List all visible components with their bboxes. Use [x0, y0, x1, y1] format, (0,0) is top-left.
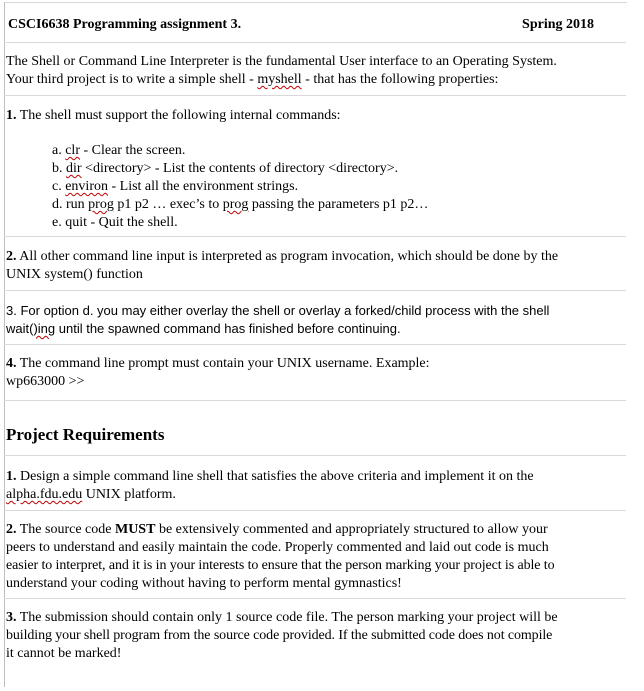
shell-name: myshell [257, 72, 302, 87]
paragraph-4: 4. The command line prompt must contain your UNIX username. Example: wp663000 >> [6, 355, 616, 391]
divider [4, 510, 626, 511]
divider [4, 95, 626, 96]
section-title: Project Requirements [6, 425, 165, 444]
paragraph-2: 2. All other command line input is interpreted as program invocation, which should be done by the UNIX system() function [6, 249, 559, 282]
paragraph-3: 3. For option d. you may either overlay the shell or overlay a forked/child process with the shell wait()ing until the spawned command has finished before continuing. [6, 303, 550, 336]
item-number: 2. [6, 249, 17, 264]
divider [4, 344, 626, 345]
prompt-example: wp663000 >> [6, 374, 85, 389]
command-item-d: d. run prog p1 p2 … exec’s to prog passing the parameters p1 p2… [52, 197, 429, 212]
requirement-1: 1. Design a simple command line shell that satisfies the above criteria and implement it on the alpha.fdu.edu UNIX platform. [6, 469, 534, 502]
command-item-b: b. dir <directory> - List the contents of directory <directory>. [52, 161, 399, 176]
item-number: 1. [6, 469, 17, 484]
divider [4, 400, 626, 401]
intro-line-2: Your third project is to write a simple shell - myshell - that has the following properties: [6, 72, 499, 87]
divider [4, 598, 626, 599]
divider [4, 290, 626, 291]
requirement-3: 3. The submission should contain only 1 source code file. The person marking your project will be building your shell program from the source code provided. If the submitted code does not compile it cannot be marked! [6, 610, 558, 661]
command-item-c: c. environ - List all the environment strings. [52, 179, 299, 194]
intro-line-1: The Shell or Command Line Interpreter is the fundamental User interface to an Operating System. [6, 54, 557, 69]
intro-paragraph [6, 53, 616, 89]
paragraph-1: 1. The shell must support the following internal commands: [6, 108, 341, 123]
command-list [52, 142, 612, 232]
item-number: 1. [6, 108, 17, 123]
divider [4, 42, 626, 43]
page-header [8, 16, 608, 36]
divider [4, 455, 626, 456]
requirement-2: 2. The source code MUST be extensively commented and appropriately structured to allow your peers to understand and easily maintain the code. Properly commented and laid out code is much easier to interpret, and it is in your interests to ensure that the person marking your project is able to understand your coding without having to perform mental gymnastics! [6, 522, 555, 591]
host-name: alpha.fdu.edu [6, 487, 83, 502]
item-number: 3. [6, 610, 17, 625]
course-title: CSCI6638 Programming assignment 3. [8, 17, 242, 32]
command-item-a: a. clr - Clear the screen. [52, 143, 186, 158]
term-label: Spring 2018 [522, 17, 594, 32]
item-number: 4. [6, 356, 17, 371]
item-number: 2. [6, 522, 17, 537]
divider [4, 236, 626, 237]
command-item-e: e. quit - Quit the shell. [52, 215, 178, 230]
